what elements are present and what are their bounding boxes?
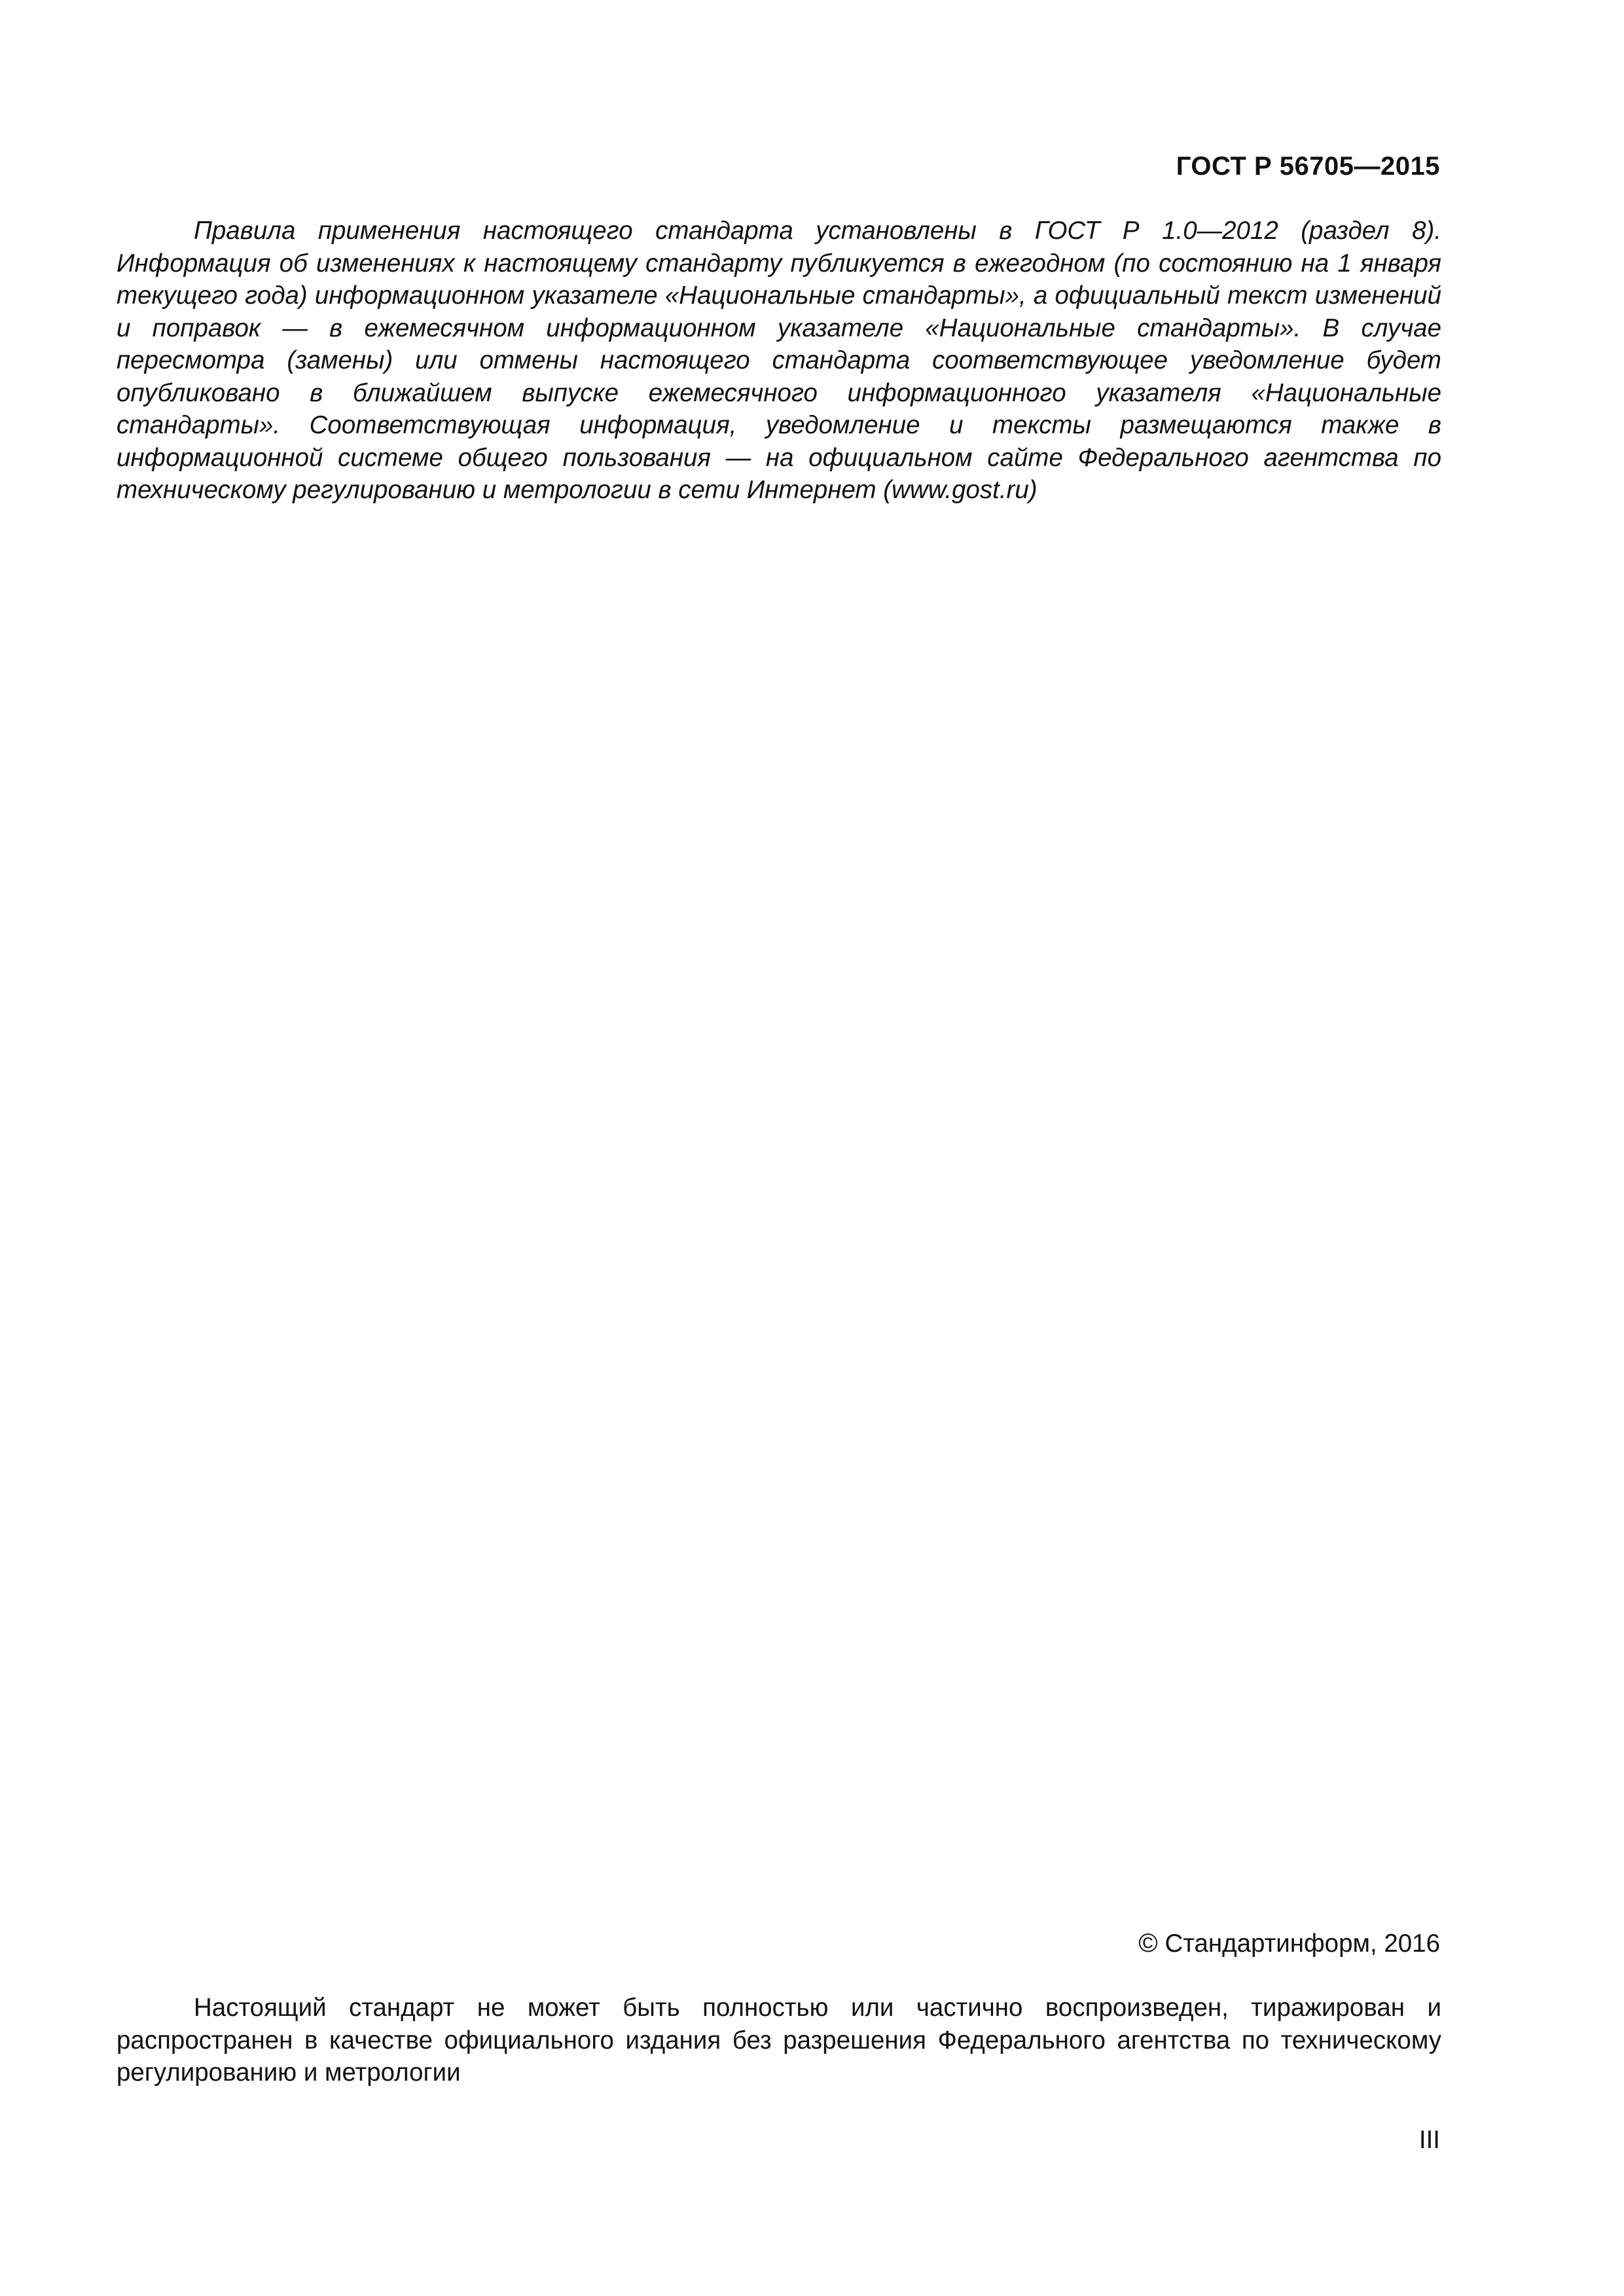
page-number: III <box>1418 2126 1440 2154</box>
standard-application-notice: Правила применения настоящего стандарта установлены в ГОСТ Р 1.0—2012 (раздел 8). Информация об изменениях к настоящему стандарту публикуется в ежегодном (по состоянию на 1 января текущего года) информационном указателе «Национальные стандарты», а официальный текст изменений и поправок — в ежемесячном информационном указателе «Национальные стандарты». В случае пересмотра (замены) или отмены настоящего стандарта соответствующее уведомление будет опубликовано в ближайшем выпуске ежемесячного информационного указателя «Национальные стандарты». Соответствующая информация, уведомление и тексты размещаются также в информационной системе общего пользования — на официальном сайте Федерального агентства по техническому регулированию и метрологии в сети Интернет (www.gost.ru) <box>117 217 1441 504</box>
copyright-line <box>1138 1929 1440 1958</box>
reproduction-restriction-notice: Настоящий стандарт не может быть полностью или частично воспроизведен, тиражирован и распространен в качестве официального издания без разрешения Федерального агентства по техническому регулированию и метрологии <box>117 1994 1441 2087</box>
copyright-text: Стандартинформ, 2016 <box>1157 1929 1440 1958</box>
document-code-header: ГОСТ Р 56705—2015 <box>1176 152 1440 181</box>
copyright-icon: © <box>1138 1929 1158 1958</box>
